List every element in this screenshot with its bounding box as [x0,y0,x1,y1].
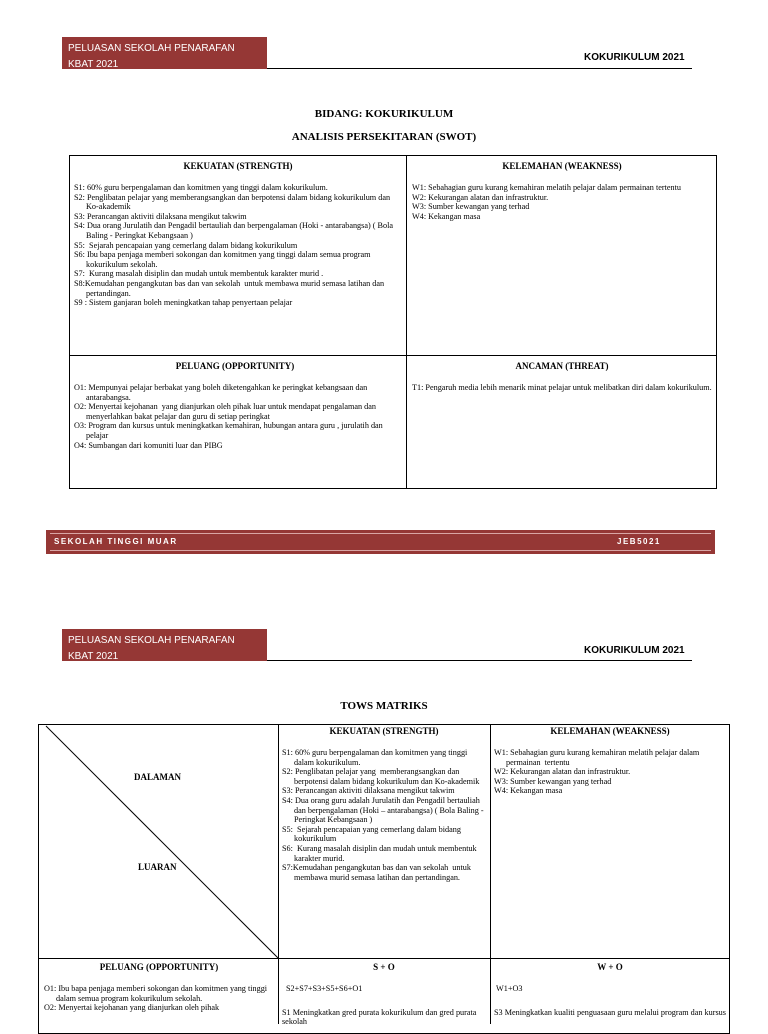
page2-header-rule [267,660,692,661]
list-item: O2: Menyertai kejohanan yang dianjurkan oleh pihak luar untuk mendapat pengalaman dan menyerlahkan bakat pelajar dan guru di setiap peringkat [74,402,378,421]
page2-header-left: PELUASAN SEKOLAH PENARAFAN KBAT 2021 [68,635,235,662]
tows-opportunity-cell [44,962,274,1013]
list-item: S3: Perancangan aktiviti dilaksana mengikut takwim [282,786,455,796]
tows-strength-heading: KEKUATAN (STRENGTH) [329,726,439,736]
list-item: O1: Mempunyai pelajar berbakat yang boleh diketengahkan ke peringkat kebangsaan dan antarabangsa. [74,383,370,402]
list-item: W1: Sebahagian guru kurang kemahiran melatih pelajar dalam permainan tertentu [412,183,681,192]
swot-strength-heading: KEKUATAN (STRENGTH) [183,161,293,171]
list-item: O3: Program dan kursus untuk meningkatkan kemahiran, hubungan antara guru , jurulatih dan pelajar [74,421,385,440]
list-item: S9 : Sistem ganjaran boleh meningkatkan tahap penyertaan pelajar [74,298,293,308]
swot-threat-list [412,383,712,393]
list-item: T1: Pengaruh media lebih menarik minat pelajar untuk melibatkan diri dalam kokurikulum. [412,383,712,392]
list-item: S2: Penglibatan pelajar yang memberangsangkan dan berpotensi dalam bidang kokurikulum dan Ko-akademik [74,192,393,212]
tows-so-heading: S + O [373,962,395,972]
page1-header-badge [62,37,267,69]
tows-opportunity-list [44,984,274,1013]
swot-strength-list [74,183,402,308]
list-item: W1: Sebahagian guru kurang kemahiran melatih pelajar dalam permainan tertentu [494,748,702,767]
tows-corner-internal: DALAMAN [134,772,181,782]
list-item: O4: Sumbangan dari komuniti luar dan PIBG [74,440,223,450]
page1-footer [46,530,715,554]
list-item: S1: 60% guru berpengalaman dan komitmen yang tinggi dalam kokurikulum. [74,183,328,192]
swot-opportunity-heading: PELUANG (OPPORTUNITY) [175,361,295,371]
tows-wo-cell [494,962,726,1017]
list-item: S5: Sejarah pencapaian yang cemerlang dalam bidang kokurikulum [74,240,298,250]
tows-so-cell [282,962,486,1027]
list-item: W4: Kekangan masa [412,211,481,221]
list-item: S8:Kemudahan pengangkutan bas dan van sekolah untuk membawa murid semasa latihan dan pertandingan. [74,278,387,298]
tows-so-combo: S2+S7+S3+S5+S6+O1 [286,984,363,993]
tows-weakness-heading: KELEMAHAN (WEAKNESS) [550,726,670,736]
tows-col-divider-1 [278,724,279,1024]
tows-strength-cell [282,726,486,882]
list-item: S4: Dua orang guru adalah Jurulatih dan Pengadil bertauliah dan berpengalaman (Hoki – antarabangsa) ( Bola Baling - Peringkat Kebangsaan ) [282,795,486,825]
list-item: S3: Perancangan aktiviti dilaksana mengikut takwim [74,211,247,221]
list-item: O2: Menyertai kejohanan yang dianjurkan oleh pihak [44,1003,220,1013]
page1-subtitle: ANALISIS PERSEKITARAN (SWOT) [291,131,477,143]
list-item: W3: Sumber kewangan yang terhad [494,776,612,786]
list-item: S1: 60% guru berpengalaman dan komitmen yang tinggi dalam kokurikulum. [282,748,470,767]
tows-corner-external: LUARAN [138,862,177,872]
tows-strength-list [282,748,486,882]
swot-weakness-heading: KELEMAHAN (WEAKNESS) [502,161,622,171]
page1-header-right: KOKURIKULUM 2021 [584,52,685,63]
list-item: O1: Ibu bapa penjaga memberi sokongan dan komitmen yang tinggi dalam semua program kokurikulum sekolah. [44,984,270,1003]
page1-header-rule [267,68,692,69]
page2-header-badge [62,629,267,661]
tows-col-divider-2 [490,724,491,1024]
swot-strength-cell [74,161,402,308]
swot-col-divider [406,155,407,489]
tows-opportunity-heading: PELUANG (OPPORTUNITY) [99,962,219,972]
tows-wo-strategy: S3 Meningkatkan kualiti penguasaan guru melalui program dan kursus [494,1007,726,1017]
swot-weakness-list [412,183,712,221]
tows-corner-diagonal [38,724,278,958]
swot-weakness-cell [412,161,712,221]
list-item: W4: Kekangan masa [494,786,563,796]
swot-threat-cell [412,361,712,393]
page2-title: TOWS MATRIKS [340,700,428,712]
list-item: S6: Ibu bapa penjaga memberi sokongan dan komitmen yang tinggi dalam semua program kokurikulum sekolah. [74,250,373,269]
page1-header-left: PELUASAN SEKOLAH PENARAFAN KBAT 2021 [68,43,235,70]
list-item: W2: Kekurangan alatan dan infrastruktur. [412,192,549,202]
swot-row-divider [69,355,717,356]
page2-header-right: KOKURIKULUM 2021 [584,645,685,656]
footer-code: JEB5021 [617,537,661,546]
swot-opportunity-list [74,383,396,450]
list-item: S4: Dua orang Jurulatih dan Pengadil bertauliah dan berpengalaman (Hoki - antarabangsa) ( Bola Baling - Peringkat Kebangsaan ) [74,221,396,240]
tows-so-strategy: S1 Meningkatkan gred purata kokurikulum dan gred purata sekolah [282,1007,477,1027]
page1-title: BIDANG: KOKURIKULUM [314,108,454,120]
footer-school-name: SEKOLAH TINGGI MUAR [54,537,178,546]
tows-weakness-cell [494,726,726,796]
list-item: S7: Kurang masalah disiplin dan mudah untuk membentuk karakter murid . [74,269,324,279]
tows-wo-heading: W + O [597,962,623,972]
list-item: S5: Sejarah pencapaian yang cemerlang dalam bidang kokurikulum [282,824,463,844]
list-item: W2: Kekurangan alatan dan infrastruktur. [494,767,631,777]
swot-threat-heading: ANCAMAN (THREAT) [515,361,609,371]
list-item: S6: Kurang masalah disiplin dan mudah untuk membentuk karakter murid. [282,843,479,863]
list-item: W3: Sumber kewangan yang terhad [412,202,530,212]
tows-wo-combo: W1+O3 [496,984,523,993]
tows-weakness-list [494,748,726,796]
swot-opportunity-cell [74,361,396,450]
list-item: S7:Kemudahan pengangkutan bas dan van sekolah untuk membawa murid semasa latihan dan pertandingan. [282,863,473,882]
tows-row-divider [38,958,730,959]
list-item: S2: Penglibatan pelajar yang memberangsangkan dan berpotensi dalam bidang kokurikulum dan Ko-akademik [282,767,480,786]
